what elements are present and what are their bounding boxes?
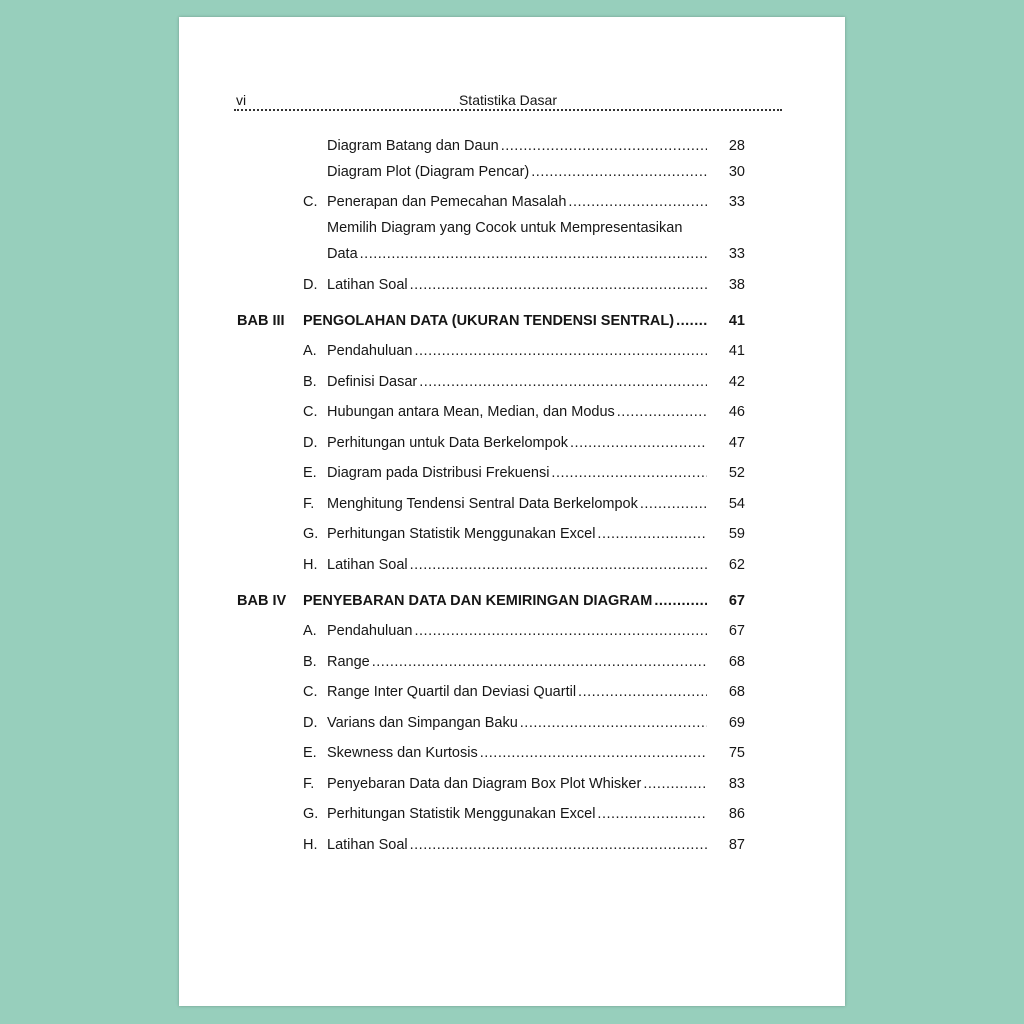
toc-entry <box>303 372 745 392</box>
toc-entry-letter: H. <box>303 837 318 853</box>
dot-leader <box>520 713 707 733</box>
toc-entry <box>303 713 745 733</box>
book-page <box>179 17 845 1006</box>
toc-entry <box>303 743 745 763</box>
toc-entry-page: 67 <box>728 623 745 639</box>
toc-entry <box>303 774 745 794</box>
toc-entry-letter: B. <box>303 654 317 670</box>
toc-entry <box>303 621 745 641</box>
dot-leader <box>419 372 707 392</box>
toc-entry-letter: E. <box>303 745 317 761</box>
dot-leader <box>654 591 707 611</box>
toc-entry-title: Latihan Soal <box>327 557 408 573</box>
toc-entry <box>327 136 745 156</box>
dot-leader <box>360 244 707 264</box>
dot-leader <box>676 311 707 331</box>
toc-entry-page: 87 <box>728 837 745 853</box>
toc-entry-title: Diagram pada Distribusi Frekuensi <box>327 465 550 481</box>
toc-entry-title: Data <box>327 246 358 262</box>
toc-entry-page: 86 <box>728 806 745 822</box>
toc-entry <box>327 162 745 182</box>
toc-entry <box>327 244 745 264</box>
toc-entry-page: 41 <box>728 343 745 359</box>
dot-leader <box>640 494 707 514</box>
dot-leader <box>410 835 707 855</box>
toc-entry-letter: F. <box>303 776 315 792</box>
toc-entry-letter: H. <box>303 557 318 573</box>
dot-leader <box>578 682 707 702</box>
chapter-title: PENGOLAHAN DATA (UKURAN TENDENSI SENTRAL) <box>303 313 675 329</box>
toc-entry-letter: D. <box>303 435 318 451</box>
toc-entry <box>303 402 745 422</box>
toc-entry-page: 28 <box>728 138 745 154</box>
toc-entry-page: 52 <box>728 465 745 481</box>
toc-entry-page: 62 <box>728 557 745 573</box>
toc-entry-title: Penerapan dan Pemecahan Masalah <box>327 194 567 210</box>
toc-entry <box>303 341 745 361</box>
dot-leader <box>568 192 707 212</box>
dot-leader <box>643 774 707 794</box>
book-title: Statistika Dasar <box>458 92 558 108</box>
toc-entry <box>303 463 745 483</box>
toc-entry-page: 68 <box>728 654 745 670</box>
toc-entry-title: Pendahuluan <box>327 343 413 359</box>
toc-entry-letter: B. <box>303 374 317 390</box>
toc-entry <box>303 192 745 212</box>
toc-entry-page: 75 <box>728 745 745 761</box>
toc-entry-letter: C. <box>303 684 318 700</box>
toc-entry-title: Perhitungan Statistik Menggunakan Excel <box>327 526 596 542</box>
toc-entry-title: Latihan Soal <box>327 277 408 293</box>
toc-entry-title: Skewness dan Kurtosis <box>327 745 478 761</box>
toc-entry-letter: A. <box>303 343 317 359</box>
toc-entry-letter: F. <box>303 496 315 512</box>
dot-leader <box>410 275 707 295</box>
toc-entry-page: 42 <box>728 374 745 390</box>
toc-entry-page: 69 <box>728 715 745 731</box>
toc-entry-title: Varians dan Simpangan Baku <box>327 715 518 731</box>
toc-entry-title: Menghitung Tendensi Sentral Data Berkelompok <box>327 496 638 512</box>
dot-leader <box>597 804 707 824</box>
toc-entry <box>303 494 745 514</box>
toc-entry-page: 54 <box>728 496 745 512</box>
toc-entry-page: 59 <box>728 526 745 542</box>
toc-entry <box>303 804 745 824</box>
chapter-label: BAB IV <box>237 593 287 609</box>
toc-entry-letter: G. <box>303 806 319 822</box>
chapter-title: PENYEBARAN DATA DAN KEMIRINGAN DIAGRAM <box>303 593 653 609</box>
toc-entry-page: 83 <box>728 776 745 792</box>
toc-entry-page: 47 <box>728 435 745 451</box>
toc-entry-title: Range <box>327 654 370 670</box>
dot-leader <box>501 136 707 156</box>
dot-leader <box>570 433 707 453</box>
dot-leader <box>414 341 707 361</box>
toc-entry-page: 33 <box>728 194 745 210</box>
toc-entry-letter: C. <box>303 404 318 420</box>
toc-entry <box>303 524 745 544</box>
toc-entry-title: Definisi Dasar <box>327 374 418 390</box>
page-folio: vi <box>236 92 247 108</box>
toc-entry-letter: D. <box>303 277 318 293</box>
chapter-label: BAB III <box>237 313 285 329</box>
toc-entry-letter: D. <box>303 715 318 731</box>
dot-leader <box>617 402 707 422</box>
toc-entry-letter: C. <box>303 194 318 210</box>
toc-entry <box>303 275 745 295</box>
dot-leader <box>597 524 707 544</box>
chapter-page: 41 <box>728 313 745 329</box>
toc-entry-title: Penyebaran Data dan Diagram Box Plot Whisker <box>327 776 642 792</box>
toc-entry-title: Hubungan antara Mean, Median, dan Modus <box>327 404 615 420</box>
toc-entry-title: Perhitungan untuk Data Berkelompok <box>327 435 569 451</box>
toc-entry-letter: A. <box>303 623 317 639</box>
toc-entry-page: 30 <box>728 164 745 180</box>
toc-entry-page: 46 <box>728 404 745 420</box>
toc-entry-title: Pendahuluan <box>327 623 413 639</box>
toc-entry-title: Range Inter Quartil dan Deviasi Quartil <box>327 684 577 700</box>
dot-leader <box>410 555 707 575</box>
chapter-page: 67 <box>728 593 745 609</box>
toc-entry-letter: E. <box>303 465 317 481</box>
toc-entry <box>303 555 745 575</box>
dot-leader <box>531 162 707 182</box>
toc-entry-title: Latihan Soal <box>327 837 408 853</box>
toc-entry <box>303 652 745 672</box>
toc-entry-title: Perhitungan Statistik Menggunakan Excel <box>327 806 596 822</box>
dot-leader <box>372 652 707 672</box>
toc-entry-page: 38 <box>728 277 745 293</box>
toc-entry-title: Diagram Batang dan Daun <box>327 138 499 154</box>
dot-leader <box>551 463 707 483</box>
toc-entry <box>303 433 745 453</box>
toc-entry <box>303 682 745 702</box>
toc-entry-letter: G. <box>303 526 319 542</box>
toc-chapter-3 <box>237 311 745 331</box>
toc-chapter-4 <box>237 591 745 611</box>
toc-entry-title: Diagram Plot (Diagram Pencar) <box>327 164 530 180</box>
toc-entry-page: 68 <box>728 684 745 700</box>
toc-entry <box>303 835 745 855</box>
dot-leader <box>414 621 707 641</box>
toc-entry-title-line: Memilih Diagram yang Cocok untuk Mempresentasikan <box>327 220 683 236</box>
toc-entry-page: 33 <box>728 246 745 262</box>
dot-leader <box>480 743 707 763</box>
running-header <box>234 91 782 111</box>
